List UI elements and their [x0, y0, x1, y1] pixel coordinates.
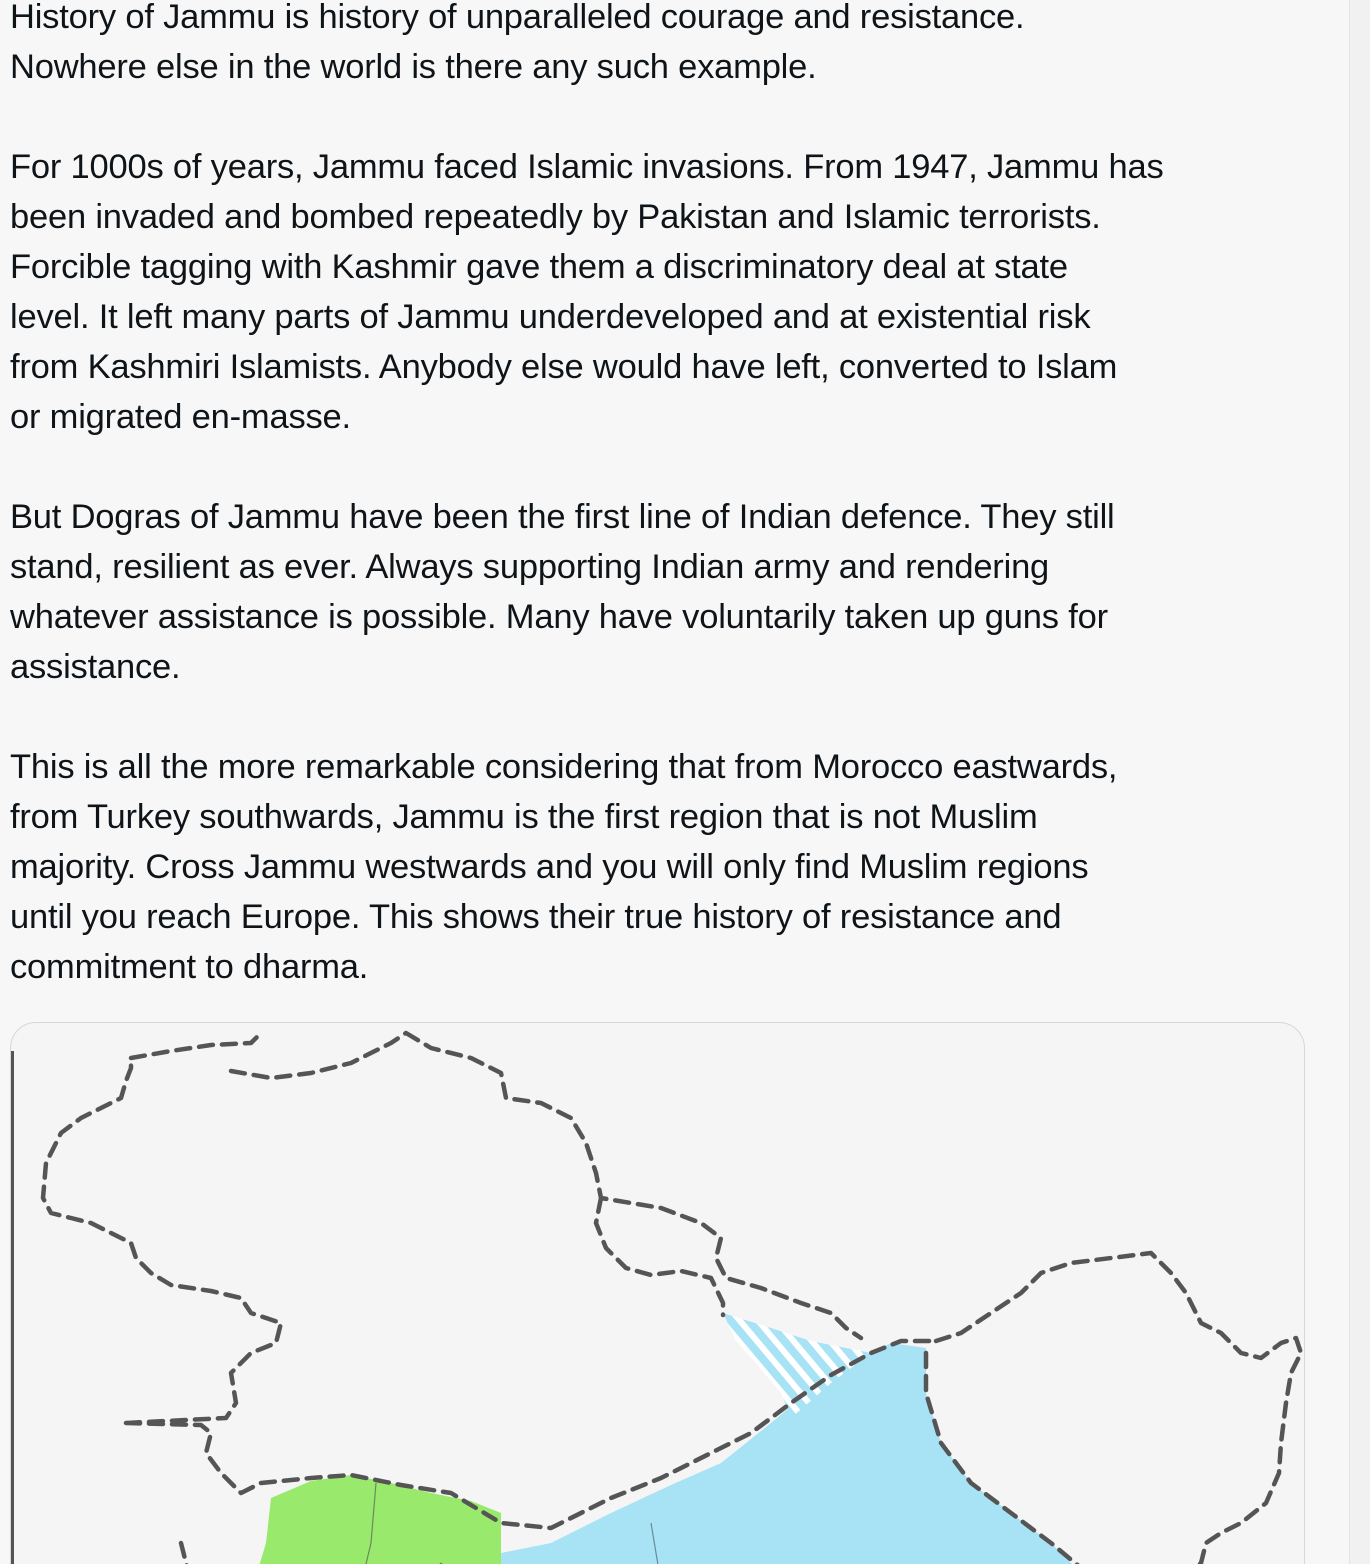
text-line: This is all the more remarkable considering that from Morocco eastwards, [10, 748, 1118, 786]
text-line: History of Jammu is history of unparalleled courage and resistance. [10, 0, 1025, 36]
green-region [241, 1475, 501, 1564]
text-line: Nowhere else in the world is there any such example. [10, 48, 817, 86]
text-line: from Turkey southwards, Jammu is the first region that is not Muslim [10, 798, 1038, 836]
map-image [11, 1023, 1304, 1564]
text-line: majority. Cross Jammu westwards and you will only find Muslim regions [10, 848, 1089, 886]
tweet-paragraph-1 [10, 0, 1330, 92]
text-line: or migrated en-masse. [10, 398, 351, 436]
dashed-boundary-main [43, 1033, 1301, 1564]
text-line: whatever assistance is possible. Many have voluntarily taken up guns for [10, 598, 1108, 636]
text-line: until you reach Europe. This shows their true history of resistance and [10, 898, 1062, 936]
tweet-text [10, 0, 1330, 1042]
text-line: For 1000s of years, Jammu faced Islamic invasions. From 1947, Jammu has [10, 148, 1164, 186]
tweet-paragraph-2 [10, 142, 1330, 442]
tweet-paragraph-3 [10, 492, 1330, 692]
text-line: from Kashmiri Islamists. Anybody else would have left, converted to Islam [10, 348, 1118, 386]
text-line: But Dogras of Jammu have been the first line of Indian defence. They still [10, 498, 1115, 536]
tweet-media-image[interactable] [10, 1022, 1305, 1564]
text-line: commitment to dharma. [10, 948, 369, 986]
text-line: Forcible tagging with Kashmir gave them a discriminatory deal at state [10, 248, 1068, 286]
text-line: assistance. [10, 648, 181, 686]
scrollbar[interactable] [1349, 0, 1370, 1564]
text-line: been invaded and bombed repeatedly by Pakistan and Islamic terrorists. [10, 198, 1101, 236]
text-line: stand, resilient as ever. Always supporting Indian army and rendering [10, 548, 1050, 586]
text-line: level. It left many parts of Jammu underdeveloped and at existential risk [10, 298, 1091, 336]
tweet-paragraph-4 [10, 742, 1330, 992]
